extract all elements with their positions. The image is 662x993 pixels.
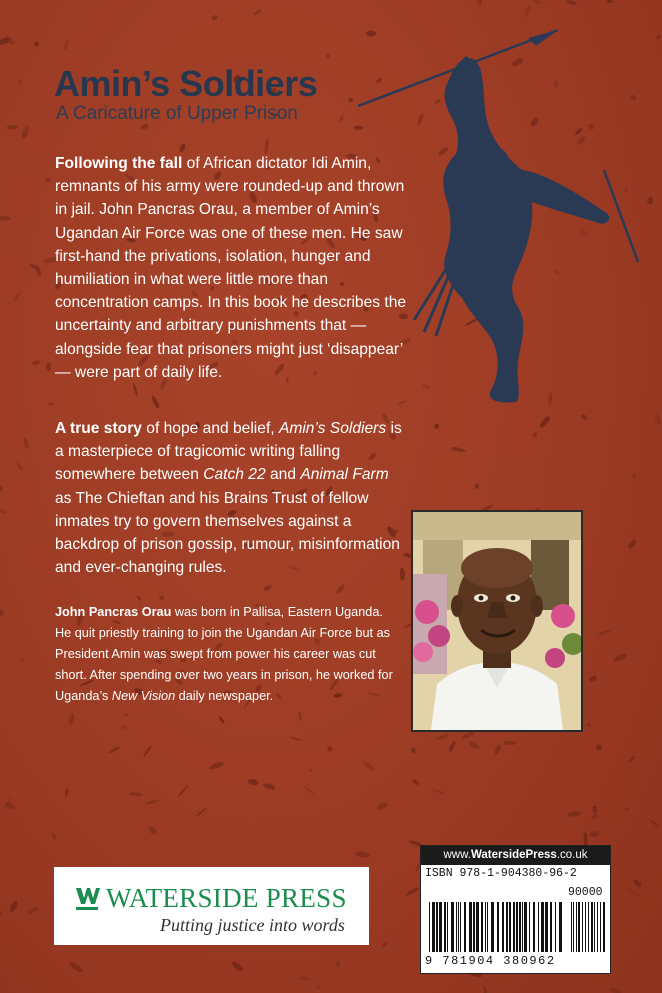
author-name: John Pancras Orau [55,605,172,619]
author-photo [411,510,583,732]
author-bio-text-b: daily newspaper. [175,689,274,703]
blurb-text-2d: as The Chieftan and his Brains Trust of fellow inmates try to govern themselves against a backdrop of prison gossip, rumour, misinformation and ever-changing rules. [55,489,400,577]
blurb-lead-2: A true story [55,420,142,437]
blurb-lead-1: Following the fall [55,155,183,172]
publisher-logo-panel [54,867,369,945]
publisher-website [421,846,610,865]
price-code: 90000 [568,886,603,899]
book-title: Amin’s Soldiers [54,63,318,104]
blurb-book-title-ref: Amin’s Soldiers [278,420,387,437]
newspaper-name: New Vision [111,689,176,703]
waterside-press-logo-icon [74,884,100,914]
author-portrait-illustration [413,512,581,730]
blurb-paragraph-1 [55,152,415,384]
isbn-text: ISBN 978-1-904380-96-2 [425,867,577,880]
website-prefix: www. [443,849,471,861]
website-suffix: .co.uk [556,849,588,861]
barcode-panel [420,845,611,974]
author-bio [55,602,401,707]
blurb-catch22-ref: Catch 22 [203,466,266,484]
blurb-text-2a: of hope and belief, [141,420,279,437]
blurb-animal-farm-ref: Animal Farm [300,466,389,484]
book-subtitle: A Caricature of Upper Prison [56,103,298,124]
author-bio-text-a: was born in Pallisa, Eastern Uganda. He quit priestly training to join the Ugandan Air Force but as President Amin was swept from power his career was cut short. After spending over two years in prison, he worked for Uganda’s [55,605,393,703]
blurb-paragraph-2 [55,417,407,579]
blurb-text-2c: and [265,466,301,484]
publisher-tagline: Putting justice into words [160,915,345,935]
website-name: WatersidePress [470,849,557,861]
blurb-text-2b: is a masterpiece of tragicomic writing falling somewhere between [55,420,402,484]
publisher-name: WATERSIDE PRESS [106,883,347,913]
barcode-bars [421,882,610,954]
blurb-text-1: of African dictator Idi Amin, remnants of his army were rounded-up and thrown in jail. John Pancras Orau, a member of Amin’s Ugandan Air Force was one of these men. He saw first-hand the privations, isolation, hunger and humiliation in what were little more than concentration camps. In this book he describes the uncertainty and arbitrary punishments that — alongside fear that prisoners might just ‘disappear’ — were part of daily life. [55,155,407,381]
ean-digits: 9 781904 380962 [425,954,556,968]
